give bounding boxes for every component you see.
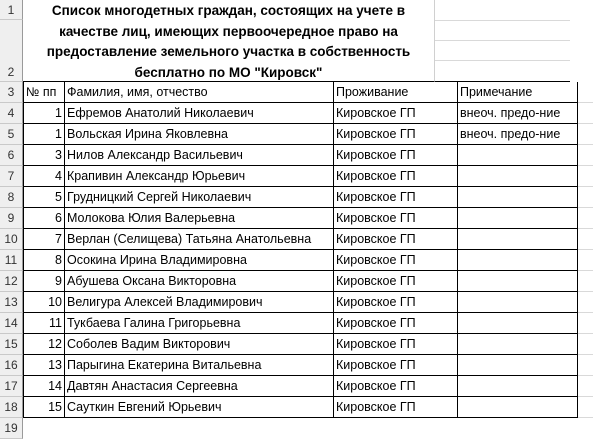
empty-cell[interactable]	[578, 124, 593, 145]
title-line: качестве лиц, имеющих первоочередное право на	[59, 23, 398, 39]
empty-cell[interactable]	[578, 166, 593, 187]
full-name-cell[interactable]: Абушева Оксана Викторовна	[65, 271, 334, 292]
empty-cell[interactable]	[578, 271, 593, 292]
residence-cell[interactable]: Кировское ГП	[334, 334, 458, 355]
row-header[interactable]: 14	[0, 313, 23, 334]
table-row	[23, 166, 570, 187]
table-row	[23, 355, 570, 376]
empty-cell[interactable]	[578, 82, 593, 103]
row-header[interactable]: 4	[0, 103, 23, 124]
header-note[interactable]: Примечание	[458, 82, 578, 103]
residence-cell[interactable]: Кировское ГП	[334, 313, 458, 334]
row-header[interactable]: 8	[0, 187, 23, 208]
row-number-cell[interactable]: 14	[23, 376, 65, 397]
residence-cell[interactable]: Кировское ГП	[334, 292, 458, 313]
empty-cell[interactable]	[578, 292, 593, 313]
note-cell[interactable]	[458, 229, 578, 250]
empty-cell[interactable]	[578, 229, 593, 250]
empty-cell[interactable]	[578, 250, 593, 271]
note-cell[interactable]	[458, 166, 578, 187]
title-line: Список многодетных граждан, состоящих на учете в	[51, 3, 406, 18]
full-name-cell[interactable]: Давтян Анастасия Сергеевна	[65, 376, 334, 397]
row-number-cell[interactable]: 9	[23, 271, 65, 292]
note-cell[interactable]	[458, 208, 578, 229]
row-header[interactable]: 16	[0, 355, 23, 376]
full-name-cell[interactable]: Молокова Юлия Валерьевна	[65, 208, 334, 229]
row-header[interactable]: 2	[0, 20, 23, 82]
note-cell[interactable]	[458, 397, 578, 418]
empty-cell[interactable]	[578, 397, 593, 418]
row-header[interactable]: 13	[0, 292, 23, 313]
residence-cell[interactable]: Кировское ГП	[334, 250, 458, 271]
empty-cell[interactable]	[578, 355, 593, 376]
sheet-title	[23, 0, 434, 83]
table-row	[23, 208, 570, 229]
row-header[interactable]: 11	[0, 250, 23, 271]
row-number-cell[interactable]: 11	[23, 313, 65, 334]
note-cell[interactable]	[458, 355, 578, 376]
empty-cell-e1-e2[interactable]	[435, 0, 570, 82]
row-number-cell[interactable]: 4	[23, 166, 65, 187]
row-header[interactable]: 19	[0, 418, 23, 439]
row-number-cell[interactable]: 8	[23, 250, 65, 271]
empty-cell[interactable]	[578, 376, 593, 397]
residence-cell[interactable]: Кировское ГП	[334, 103, 458, 124]
residence-cell[interactable]: Кировское ГП	[334, 166, 458, 187]
table-row	[23, 229, 570, 250]
residence-cell[interactable]: Кировское ГП	[334, 376, 458, 397]
row-number-cell[interactable]: 7	[23, 229, 65, 250]
row-header[interactable]: 7	[0, 166, 23, 187]
header-num[interactable]: № пп	[23, 82, 65, 103]
note-cell[interactable]	[458, 313, 578, 334]
note-cell[interactable]	[458, 376, 578, 397]
empty-cell[interactable]	[578, 313, 593, 334]
note-cell[interactable]: внеоч. предо-ние	[458, 124, 578, 145]
residence-cell[interactable]: Кировское ГП	[334, 187, 458, 208]
row-header[interactable]: 9	[0, 208, 23, 229]
row-header[interactable]: 1	[0, 0, 23, 20]
table-row	[23, 271, 570, 292]
table-row	[23, 376, 570, 397]
row-number-cell[interactable]: 6	[23, 208, 65, 229]
row-header[interactable]: 17	[0, 376, 23, 397]
full-name-cell[interactable]: Нилов Александр Васильевич	[65, 145, 334, 166]
row-header[interactable]: 3	[0, 82, 23, 103]
full-name-cell[interactable]: Ефремов Анатолий Николаевич	[65, 103, 334, 124]
empty-cell[interactable]	[578, 208, 593, 229]
header-residence[interactable]: Проживание	[334, 82, 458, 103]
note-cell[interactable]: внеоч. предо-ние	[458, 103, 578, 124]
note-cell[interactable]	[458, 334, 578, 355]
empty-cell[interactable]	[578, 187, 593, 208]
row-header[interactable]: 6	[0, 145, 23, 166]
full-name-cell[interactable]: Парыгина Екатерина Витальевна	[65, 355, 334, 376]
table-row	[23, 103, 570, 124]
row-header[interactable]: 5	[0, 124, 23, 145]
table-row	[23, 124, 570, 145]
row-number-cell[interactable]: 15	[23, 397, 65, 418]
table-row	[23, 313, 570, 334]
row-header[interactable]: 10	[0, 229, 23, 250]
row-number-cell[interactable]: 5	[23, 187, 65, 208]
empty-cell[interactable]	[578, 103, 593, 124]
table-row	[23, 250, 570, 271]
table-row	[23, 187, 570, 208]
table-row	[23, 397, 570, 418]
title-line: предоставление земельного участка в собственность	[46, 44, 411, 59]
residence-cell[interactable]: Кировское ГП	[334, 124, 458, 145]
header-name[interactable]: Фамилия, имя, отчество	[65, 82, 334, 103]
full-name-cell[interactable]: Соболев Вадим Викторович	[65, 334, 334, 355]
residence-cell[interactable]: Кировское ГП	[334, 229, 458, 250]
empty-cell[interactable]	[578, 145, 593, 166]
full-name-cell[interactable]: Сауткин Евгений Юрьевич	[65, 397, 334, 418]
residence-cell[interactable]: Кировское ГП	[334, 397, 458, 418]
row-number-cell[interactable]: 1	[23, 103, 65, 124]
row-header[interactable]: 12	[0, 271, 23, 292]
table-row	[23, 145, 570, 166]
full-name-cell[interactable]: Осокина Ирина Владимировна	[65, 250, 334, 271]
residence-cell[interactable]: Кировское ГП	[334, 208, 458, 229]
row-number-cell[interactable]: 3	[23, 145, 65, 166]
title-cell[interactable]	[23, 0, 435, 82]
row-number-cell[interactable]: 1	[23, 124, 65, 145]
header-row	[23, 82, 570, 103]
full-name-cell[interactable]: Велигура Алексей Владимирович	[65, 292, 334, 313]
title-line: бесплатно по МО "Кировск"	[134, 64, 323, 80]
row-header[interactable]: 18	[0, 397, 23, 418]
row-number-cell[interactable]: 12	[23, 334, 65, 355]
full-name-cell[interactable]: Тукбаева Галина Григорьевна	[65, 313, 334, 334]
full-name-cell[interactable]: Вольская Ирина Яковлевна	[65, 124, 334, 145]
residence-cell[interactable]: Кировское ГП	[334, 271, 458, 292]
residence-cell[interactable]: Кировское ГП	[334, 145, 458, 166]
note-cell[interactable]	[458, 271, 578, 292]
full-name-cell[interactable]: Грудницкий Сергей Николаевич	[65, 187, 334, 208]
note-cell[interactable]	[458, 145, 578, 166]
row-header[interactable]: 15	[0, 334, 23, 355]
full-name-cell[interactable]: Крапивин Александр Юрьевич	[65, 166, 334, 187]
empty-cell[interactable]	[578, 334, 593, 355]
residence-cell[interactable]: Кировское ГП	[334, 355, 458, 376]
table-row	[23, 334, 570, 355]
note-cell[interactable]	[458, 250, 578, 271]
full-name-cell[interactable]: Верлан (Селищева) Татьяна Анатольевна	[65, 229, 334, 250]
table-row	[23, 292, 570, 313]
note-cell[interactable]	[458, 187, 578, 208]
row-number-cell[interactable]: 10	[23, 292, 65, 313]
note-cell[interactable]	[458, 292, 578, 313]
row-number-cell[interactable]: 13	[23, 355, 65, 376]
